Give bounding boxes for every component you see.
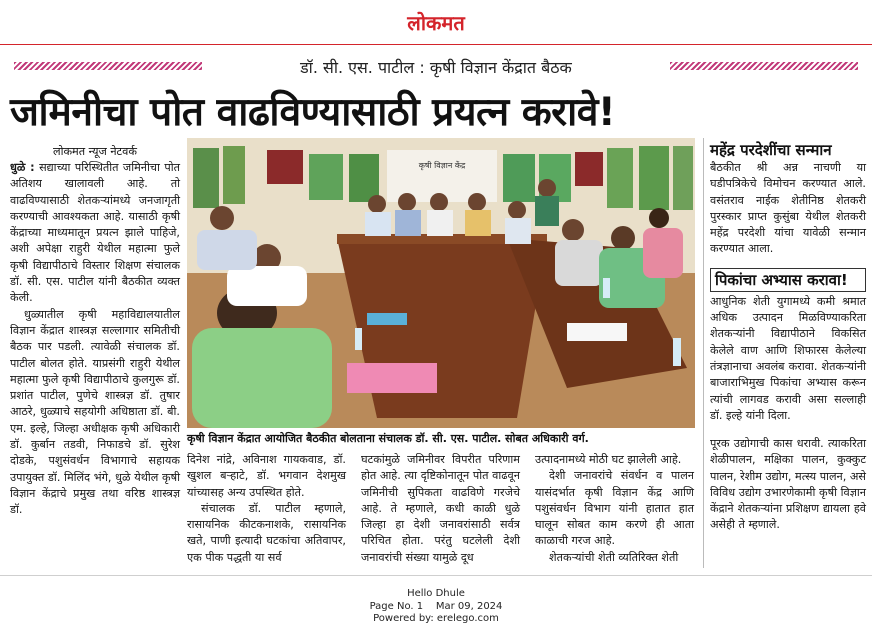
- col5-para-1: पूरक उद्योगाची कास धरावी. त्याकरिता शेळीपालन, मक्षिका पालन, कुक्कुट पालन, रेशीम उद्योग, मत्स्य पालन, असे विविध उद्योग उभारणेकामी कृषी विज्ञान केंद्राने शेतकऱ्यांना प्रशिक्षण द्यायला हवे असेही ते म्हणाले.: [710, 437, 866, 532]
- footer-rule: [0, 575, 872, 576]
- sidebar-para-1: बैठकीत श्री अन्न नाचणी या घडीपत्रिकेचे विमोचन करण्यात आले. वसंतराव नाईक शेतीनिष्ठ शेतकरी पुरस्कार प्राप्त कुसुंबा येथील शेतकरी महेंद्र परदेशी यांचा यावेळी सन्मान करण्यात आला.: [710, 161, 866, 256]
- col2-para-1: दिनेश नांद्रे, अविनाश गायकवाड, डॉ. खुशल बऱ्हाटे, डॉ. भगवान देशमुख यांच्यासह अन्य उपस्थित होते.: [187, 453, 346, 499]
- col4-para-1: उत्पादनामध्ये मोठी घट झालेली आहे.: [535, 453, 682, 466]
- article-column-3: [361, 452, 520, 566]
- article-kicker: डॉ. सी. एस. पाटील : कृषी विज्ञान केंद्रात बैठक: [300, 58, 572, 77]
- article-photo: [187, 138, 695, 428]
- article-para-2: धुळ्यातील कृषी महाविद्यालयातील विज्ञान केंद्रात शास्त्रज्ञ सल्लागार समितीची बैठक पार पडली. त्यावेळी संचालक डॉ. पाटील बोलत होते. याप्रसंगी राहुरी येथील महात्मा फुले कृषी विद्यापीठाचे कुलगुरू डॉ. प्रशांत पाटील, पुणेचे शास्त्रज्ञ डॉ. तुषार आठरे, धुळ्याचे सहयोगी अधिष्ठाता डॉ. बी. एम. इल्हे, जिल्हा अधीक्षक कृषी अधिकारी डॉ. कुर्बान तडवी, निफाडचे डॉ. सुरेश दोडके, पशुसंवर्धन विभागाचे सहायक उपायुक्त डॉ. मिलिंद भंगे, धुळे येथील कृषी विज्ञान केंद्राचे प्रमुख तथा वरिष्ठ शास्त्रज्ञ डॉ.: [10, 307, 180, 517]
- col2-para-2: संचालक डॉ. पाटील म्हणाले, रासायनिक कीटकनाशके, रासायनिक खते, पाणी इत्यादी घटकांचा अतिवापर, एक पीक पद्धती या सर्व: [187, 501, 346, 564]
- sidebar-para-2: आधुनिक शेती युगामध्ये कमी श्रमात अधिक उत्पादन मिळविण्याकरिता शेतकऱ्यांनी विद्यापीठाने विकसित केलेले वाण आणि शिफारस केलेल्या तंत्रज्ञानाचा अवलंब करावा. शेतकऱ्यांनी बाजाराभिमुख पिकांचा अभ्यास करून त्यांची लागवड करावी असा सल्लाही डॉ. इल्हे यांनी दिला.: [710, 294, 866, 422]
- article-para-1-text: सद्याच्या परिस्थितीत जमिनीचा पोत अतिशय खालावली आहे. तो वाढविण्यासाठी शेतकऱ्यांमध्ये जनजागृती करण्याची आवश्यकता आहे. यासाठी कृषी केंद्राच्या माध्यमातून प्रयत्न झाले पाहिजे, अशी अपेक्षा राहुरी येथील महात्मा फुले कृषी विद्यापीठाचे विस्तार शिक्षण संचालक डॉ. सी. एस. पाटील यांनी बैठकीत व्यक्त केली.: [10, 161, 180, 305]
- lokmat-logo: लोकमत: [407, 11, 465, 35]
- photo-caption: कृषी विज्ञान केंद्रात आयोजित बैठकीत बोलताना संचालक डॉ. सी. एस. पाटील. सोबत अधिकारी वर्ग.: [187, 432, 589, 445]
- footer-edition: Hello Dhule: [407, 588, 465, 599]
- article-para-1: [10, 160, 180, 307]
- article-column-4: [535, 452, 694, 566]
- footer-powered-by: Powered by: erelego.com: [373, 613, 499, 624]
- col4-para-3: शेतकऱ्यांची शेती व्यतिरिक्त शेती: [549, 550, 679, 564]
- article-column-1: [10, 144, 180, 519]
- sidebar-heading-2: पिकांचा अभ्यास करावा!: [710, 268, 866, 292]
- col4-para-2: देशी जनावरांचे संवर्धन व पालन यासंदर्भात कृषी विज्ञान केंद्र आणि पशुसंवर्धन विभाग यांनी हातात हात घालून सोबत काम करणे ही आता काळाची गरज आहे.: [535, 469, 694, 548]
- sidebar-heading-1: महेंद्र परदेशींचा सन्मान: [710, 141, 832, 159]
- byline: लोकमत न्यूज नेटवर्क: [52, 145, 137, 158]
- photo-banner-text: कृषी विज्ञान केंद्र: [418, 161, 466, 170]
- article-headline: जमिनीचा पोत वाढविण्यासाठी प्रयत्न करावे!: [10, 90, 616, 135]
- footer-page-date: Page No. 1 Mar 09, 2024: [369, 600, 503, 612]
- sidebar-divider: [703, 138, 704, 568]
- dateline: धुळे :: [10, 161, 35, 174]
- col3-para-1: घटकांमुळे जमिनीवर विपरीत परिणाम होत आहे. त्या दृष्टिकोनातून पोत वाढवून जमिनीची सुपिकता वाढविणे गरजेचे आहे. ते म्हणाले, कधी काळी धुळे जिल्हा हा देशी जनावरांसाठी सर्वत्र परिचित होता. परंतु घटलेली देशी जनावरांची संख्या यामुळे दूध: [361, 453, 520, 564]
- footer: [0, 588, 872, 626]
- article-column-5: [710, 436, 866, 534]
- article-column-2: [187, 452, 346, 566]
- sidebar: [710, 140, 866, 424]
- masthead-rule: [0, 44, 872, 45]
- meeting-photo-image: [187, 138, 695, 428]
- masthead: [0, 0, 872, 44]
